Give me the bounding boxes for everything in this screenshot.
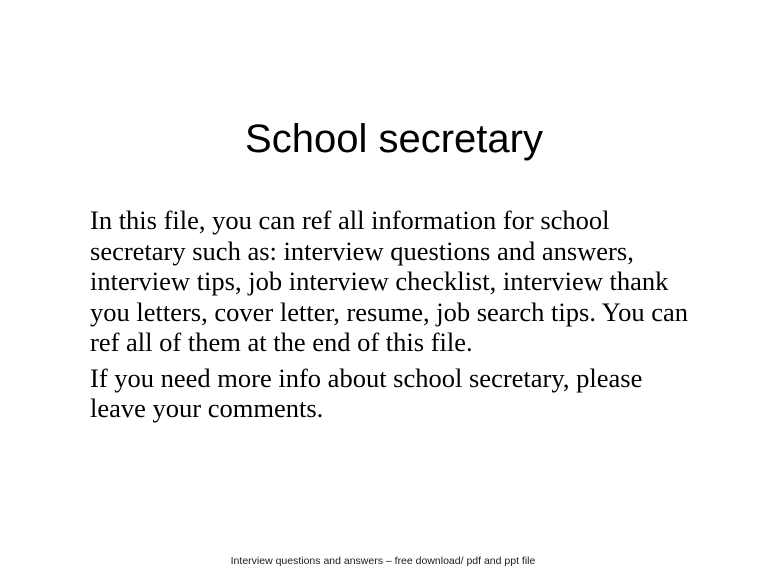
body-paragraph-1: In this file, you can ref all information for school secretary such as: interview questions and answers, interview tips, job interview checklist, interview thank you letters, cover letter, resume, job search tips. You can ref all of them at the end of this file. bbox=[90, 205, 688, 357]
page-title: School secretary bbox=[245, 116, 543, 161]
body-paragraph-2: If you need more info about school secretary, please leave your comments. bbox=[90, 362, 643, 423]
slide-body-text bbox=[90, 205, 700, 424]
slide-footer: Interview questions and answers – free download/ pdf and ppt file bbox=[230, 555, 536, 567]
